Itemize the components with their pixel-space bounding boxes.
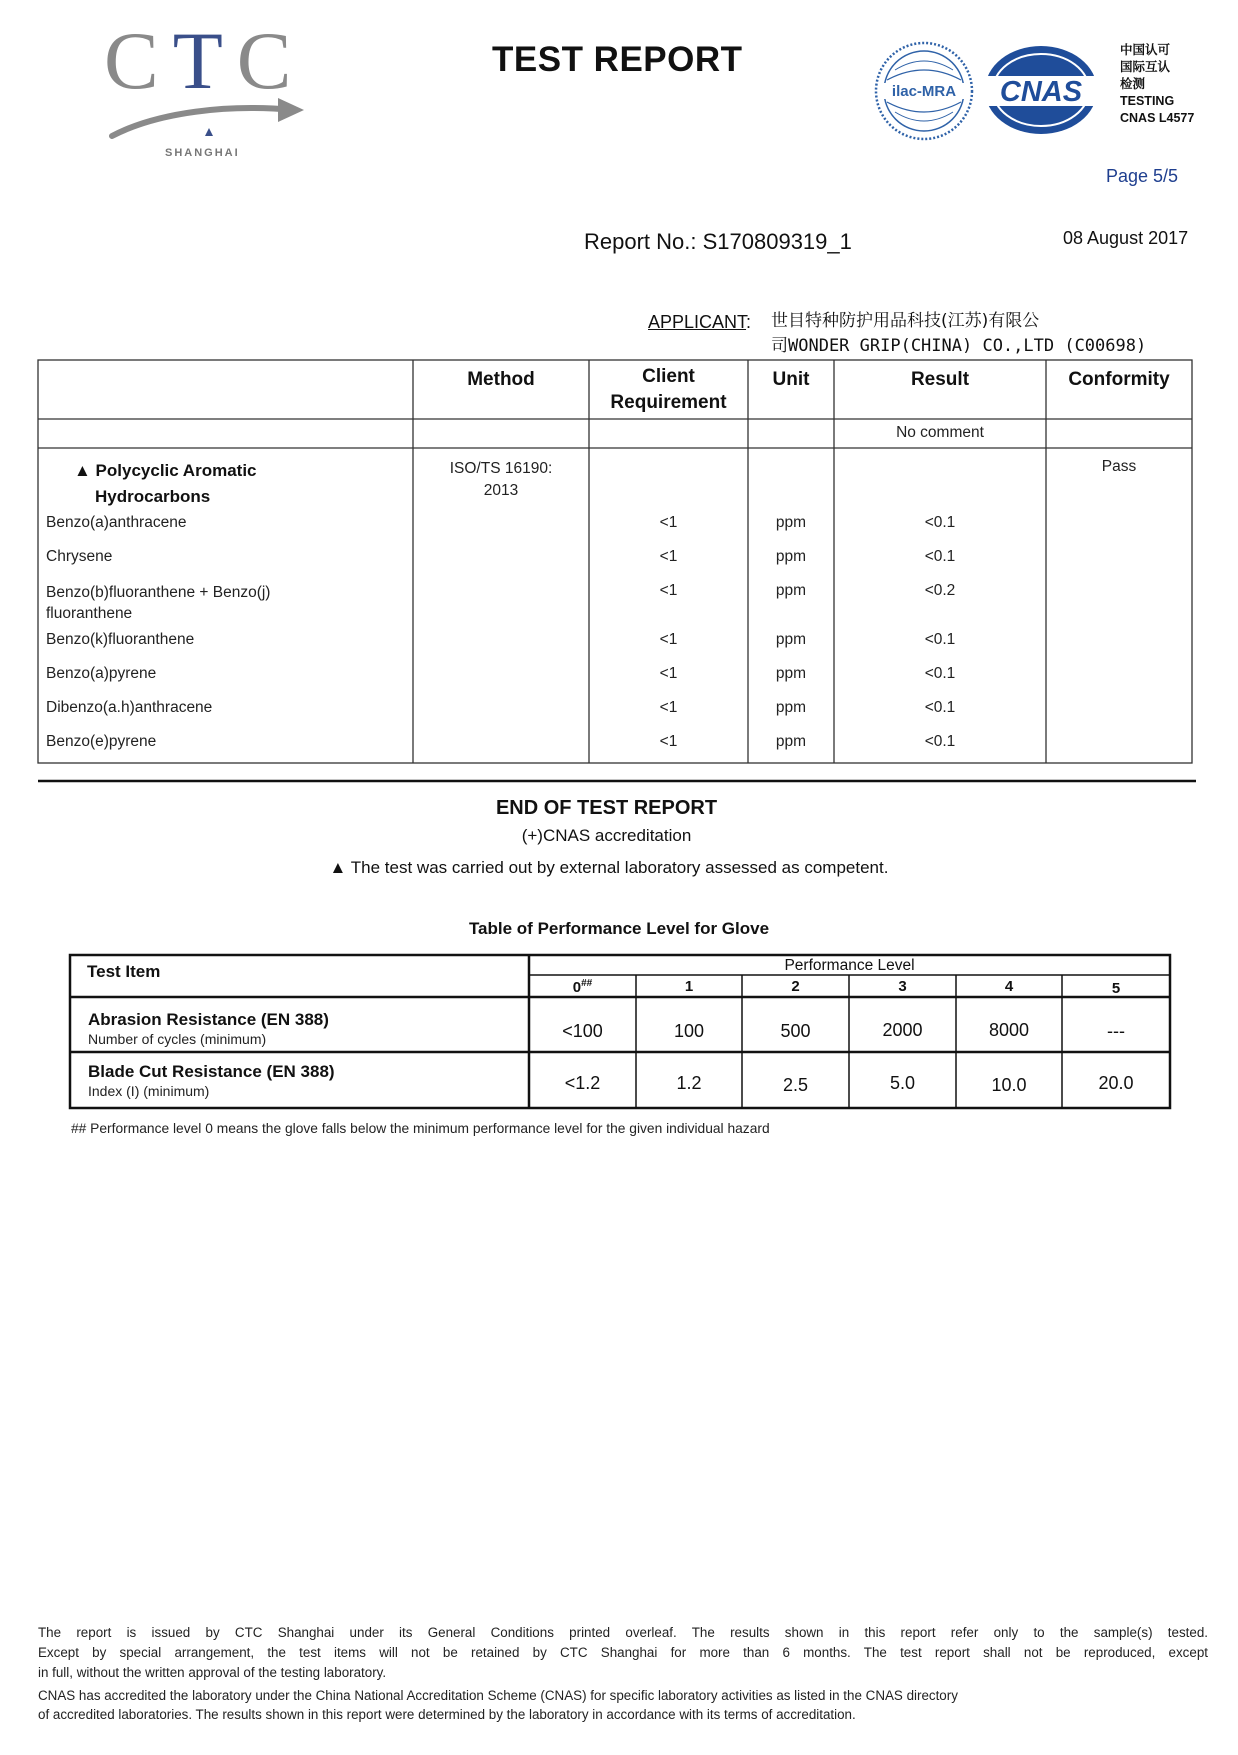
row-name: Benzo(a)pyrene	[46, 665, 157, 682]
group-conformity: Pass	[1101, 458, 1137, 475]
report-date: 08 August 2017	[1063, 228, 1189, 248]
group-title-line1: ▲ Polycyclic Aromatic	[74, 461, 257, 480]
perf-level-2: 2	[791, 978, 800, 995]
header-client-line1: Client	[642, 366, 695, 387]
perf-value: 20.0	[1098, 1073, 1134, 1093]
applicant-line2: 司WONDER GRIP(CHINA) CO.,LTD (C00698)	[771, 336, 1147, 356]
row-unit: ppm	[775, 514, 807, 531]
row-requirement: <1	[659, 548, 678, 565]
row-result: <0.1	[924, 631, 956, 648]
perf-value: 5.0	[889, 1073, 916, 1093]
row-name-line2: fluoranthene	[46, 605, 133, 622]
header-method: Method	[467, 369, 535, 390]
header-conformity: Conformity	[1068, 369, 1170, 390]
perf-value: 1.2	[676, 1073, 702, 1093]
perf-row-sub: Number of cycles (minimum)	[88, 1031, 267, 1047]
perf-header-test-item: Test Item	[87, 962, 161, 981]
logo-letter-t: T	[172, 15, 237, 106]
perf-value: 2000	[882, 1020, 923, 1040]
row-unit: ppm	[775, 699, 807, 716]
row-name-line1: Benzo(b)fluoranthene + Benzo(j)	[46, 584, 271, 601]
perf-value: ---	[1107, 1021, 1125, 1041]
report-number: Report No.: S170809319_1	[584, 229, 852, 254]
row-unit: ppm	[775, 665, 807, 682]
logo-letter-c1: C	[104, 15, 173, 106]
group-method-line1: ISO/TS 16190:	[449, 460, 553, 477]
row-name: Benzo(e)pyrene	[46, 733, 157, 750]
perf-value: 100	[673, 1021, 705, 1041]
perf-header-level: Performance Level	[784, 957, 915, 974]
perf-value: 8000	[988, 1020, 1030, 1040]
result-comment: No comment	[896, 424, 984, 441]
perf-level-0-mark: ##	[581, 978, 593, 989]
row-name: Dibenzo(a.h)anthracene	[46, 699, 213, 716]
row-unit: ppm	[775, 582, 807, 599]
perf-level-1: 1	[684, 978, 694, 995]
cnas-seal-text: CNAS	[999, 76, 1083, 108]
perf-value: <100	[562, 1021, 603, 1041]
row-name: Benzo(k)fluoranthene	[46, 631, 195, 648]
report-title: TEST REPORT	[492, 40, 743, 79]
row-unit: ppm	[775, 733, 807, 750]
footer-line4: CNAS has accredited the laboratory under the China National Accreditation Scheme (CNAS) for specific laboratory activities as listed in the CNAS directory	[38, 1688, 958, 1703]
perf-level-0-value: 0	[572, 979, 582, 996]
row-requirement: <1	[659, 582, 678, 599]
row-result: <0.2	[924, 582, 956, 599]
group-title-line2: Hydrocarbons	[95, 487, 211, 506]
applicant-colon: :	[746, 312, 752, 332]
perf-level-0	[529, 978, 636, 996]
end-of-report-title: END OF TEST REPORT	[495, 797, 718, 819]
perf-value: 10.0	[991, 1075, 1027, 1095]
cnas-testing: TESTING	[1120, 94, 1175, 108]
perf-row-sub: Index (I) (minimum)	[88, 1083, 210, 1099]
group-title	[74, 458, 257, 510]
row-requirement: <1	[659, 514, 678, 531]
header-result: Result	[910, 369, 970, 390]
perf-value: <1.2	[564, 1073, 601, 1093]
cnas-cn-line2: 国际互认	[1120, 60, 1171, 74]
row-requirement: <1	[659, 733, 678, 750]
applicant-label-text: APPLICANT	[648, 312, 747, 332]
group-method	[413, 458, 589, 502]
row-unit: ppm	[775, 548, 807, 565]
header-client-requirement	[589, 364, 748, 416]
ilac-seal-text: ilac-MRA	[891, 83, 957, 100]
applicant-line1: 世目特种防护用品科技(江苏)有限公	[771, 311, 1040, 331]
row-name	[46, 582, 270, 624]
footer-line3: in full, without the written approval of the testing laboratory.	[38, 1665, 387, 1680]
performance-footnote: ## Performance level 0 means the glove falls below the minimum performance level for the given individual hazard	[71, 1121, 770, 1136]
performance-table-title: Table of Performance Level for Glove	[468, 919, 770, 938]
perf-row-name: Blade Cut Resistance (EN 388)	[88, 1062, 335, 1081]
perf-level-5: 5	[1111, 980, 1121, 997]
group-method-line2: 2013	[483, 482, 519, 499]
perf-value: 2.5	[782, 1075, 809, 1095]
row-result: <0.1	[924, 699, 956, 716]
logo-letter-c2: C	[236, 15, 306, 106]
perf-level-3: 3	[898, 978, 907, 995]
row-result: <0.1	[924, 733, 956, 750]
row-unit: ppm	[775, 631, 807, 648]
logo-city: SHANGHAI	[165, 147, 240, 159]
row-name: Benzo(a)anthracene	[46, 514, 187, 531]
header-client-line2: Requirement	[610, 392, 727, 413]
row-result: <0.1	[924, 548, 956, 565]
footer-line5: of accredited laboratories. The results shown in this report were determined by the laboratory in accordance with its terms of accreditation.	[38, 1707, 856, 1722]
footer-line1: The report is issued by CTC Shanghai under its General Conditions printed overleaf. The results shown in this report refer only to the sample(s) tested.	[38, 1625, 1208, 1640]
row-name: Chrysene	[46, 548, 113, 565]
cnas-cn-line1: 中国认可	[1120, 43, 1171, 57]
cnas-cn-line3: 检测	[1120, 77, 1146, 91]
row-result: <0.1	[924, 665, 956, 682]
row-requirement: <1	[659, 665, 678, 682]
row-requirement: <1	[659, 699, 678, 716]
cnas-accreditation-note: (+)CNAS accreditation	[521, 826, 692, 845]
perf-level-4: 4	[1004, 978, 1014, 995]
footer-line2: Except by special arrangement, the test items will not be retained by CTC Shanghai for more than 6 months. The test report shall not be reproduced, except	[38, 1645, 1208, 1660]
external-lab-note: ▲ The test was carried out by external laboratory assessed as competent.	[329, 858, 889, 877]
perf-value: 500	[780, 1021, 811, 1041]
row-requirement: <1	[659, 631, 678, 648]
cnas-code: CNAS L4577	[1120, 111, 1195, 125]
perf-row-name: Abrasion Resistance (EN 388)	[88, 1010, 329, 1029]
row-result: <0.1	[924, 514, 956, 531]
header-unit: Unit	[772, 369, 810, 390]
page-number: Page 5/5	[1106, 166, 1179, 186]
